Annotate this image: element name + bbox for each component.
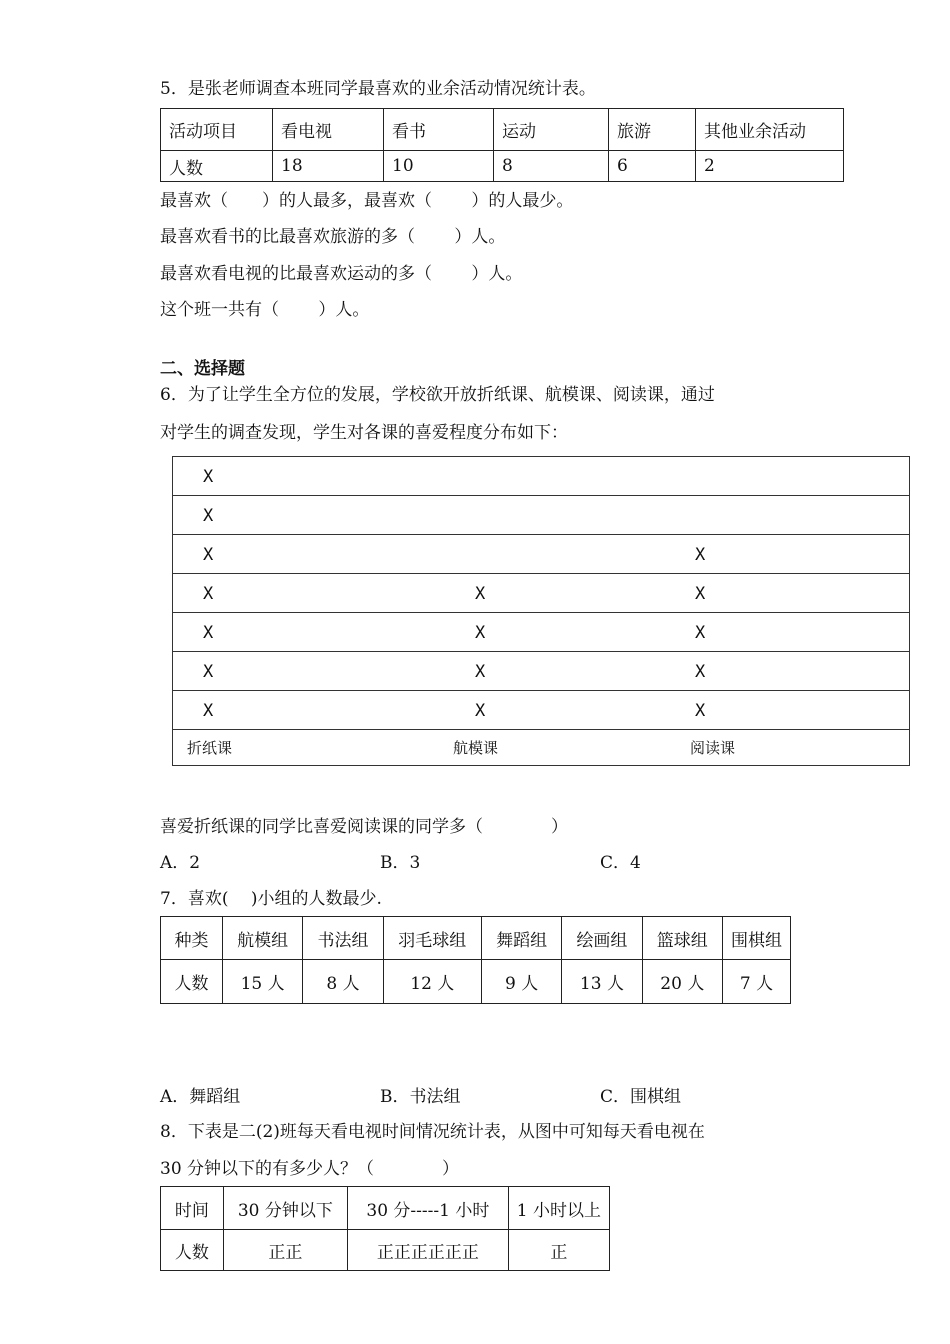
table-cell: 6 [609,151,696,182]
table-cell: 1 小时以上 [508,1187,609,1230]
table-cell: 活动项目 [161,109,273,151]
table-cell: 9 人 [481,960,561,1004]
table-cell: 12 人 [383,960,481,1004]
chart-mark-1: X [475,584,486,604]
q5-line-4: 这个班一共有（ ）人。 [160,300,370,320]
table-cell: 其他业余活动 [696,109,844,151]
table-cell: 13 人 [562,960,642,1004]
q6-question: 喜爱折纸课的同学比喜爱阅读课的同学多（ ） [160,817,568,837]
table-cell: 时间 [161,1187,224,1230]
chart-mark-2: X [695,623,706,643]
q5-data-row [161,151,844,182]
category-label: 航模课 [453,739,499,757]
chart-mark-0: X [203,506,214,526]
q8-header-row [161,1187,610,1230]
chart-mark-2: X [695,584,706,604]
q7-table [160,916,791,1004]
chart-row [173,457,909,496]
q5-title: 5．是张老师调查本班同学最喜欢的业余活动情况统计表。 [160,79,596,99]
chart-row [173,652,909,691]
q5-line-2: 最喜欢看书的比最喜欢旅游的多（ ）人。 [160,227,506,247]
chart-mark-1: X [475,662,486,682]
chart-row [173,691,909,730]
table-cell: 羽毛球组 [383,917,481,960]
table-cell: 看书 [384,109,494,151]
table-cell: 舞蹈组 [481,917,561,960]
table-cell: 种类 [161,917,223,960]
table-cell: 篮球组 [642,917,722,960]
q6-line-1: 6．为了让学生全方位的发展，学校欲开放折纸课、航模课、阅读课，通过 [160,385,715,405]
table-cell: 2 [696,151,844,182]
table-cell: 8 人 [303,960,383,1004]
chart-mark-0: X [203,584,214,604]
table-cell: 航模组 [222,917,302,960]
chart-row [173,574,909,613]
option-a[interactable]: A．舞蹈组 [160,1087,241,1107]
chart-mark-2: X [695,545,706,565]
chart-mark-0: X [203,623,214,643]
table-cell: 30 分-----1 小时 [347,1187,508,1230]
chart-mark-1: X [475,701,486,721]
table-cell: 正正 [223,1230,347,1271]
chart-mark-2: X [695,701,706,721]
q8-table [160,1186,610,1271]
table-cell: 书法组 [303,917,383,960]
option-a[interactable]: A．2 [160,853,201,873]
q7-title: 7．喜欢( )小组的人数最少. [160,889,382,909]
chart-mark-2: X [695,662,706,682]
option-c[interactable]: C．围棋组 [600,1087,682,1107]
q5-header-row [161,109,844,151]
table-cell: 看电视 [273,109,384,151]
chart-mark-0: X [203,662,214,682]
q5-table [160,108,844,182]
table-cell: 运动 [494,109,609,151]
q7-header-row [161,917,791,960]
option-b[interactable]: B．3 [380,853,421,873]
table-cell: 正 [508,1230,609,1271]
category-label: 阅读课 [690,739,736,757]
category-label: 折纸课 [187,739,233,757]
table-cell: 20 人 [642,960,722,1004]
table-cell: 人数 [161,151,273,182]
q7-data-row [161,960,791,1004]
table-cell: 围棋组 [723,917,791,960]
dot-plot-chart [172,456,910,766]
q5-line-1: 最喜欢（ ）的人最多，最喜欢（ ）的人最少。 [160,191,574,211]
option-c[interactable]: C．4 [600,853,641,873]
option-b[interactable]: B．书法组 [380,1087,461,1107]
table-cell: 绘画组 [562,917,642,960]
table-cell: 18 [273,151,384,182]
section-title: 二、选择题 [160,359,245,379]
table-cell: 10 [384,151,494,182]
chart-row [173,496,909,535]
table-cell: 旅游 [609,109,696,151]
table-cell: 30 分钟以下 [223,1187,347,1230]
chart-mark-1: X [475,623,486,643]
chart-mark-0: X [203,467,214,487]
table-cell: 人数 [161,960,223,1004]
table-cell: 7 人 [723,960,791,1004]
chart-mark-0: X [203,545,214,565]
q8-line-1: 8．下表是二(2)班每天看电视时间情况统计表，从图中可知每天看电视在 [160,1122,705,1142]
q5-line-3: 最喜欢看电视的比最喜欢运动的多（ ）人。 [160,264,523,284]
chart-mark-0: X [203,701,214,721]
q6-line-2: 对学生的调查发现，学生对各课的喜爱程度分布如下： [160,423,568,443]
table-cell: 正正正正正正 [347,1230,508,1271]
chart-row [173,613,909,652]
q8-data-row [161,1230,610,1271]
q8-line-2: 30 分钟以下的有多少人？（ ） [160,1159,460,1179]
table-cell: 15 人 [222,960,302,1004]
table-cell: 8 [494,151,609,182]
chart-row [173,535,909,574]
table-cell: 人数 [161,1230,224,1271]
